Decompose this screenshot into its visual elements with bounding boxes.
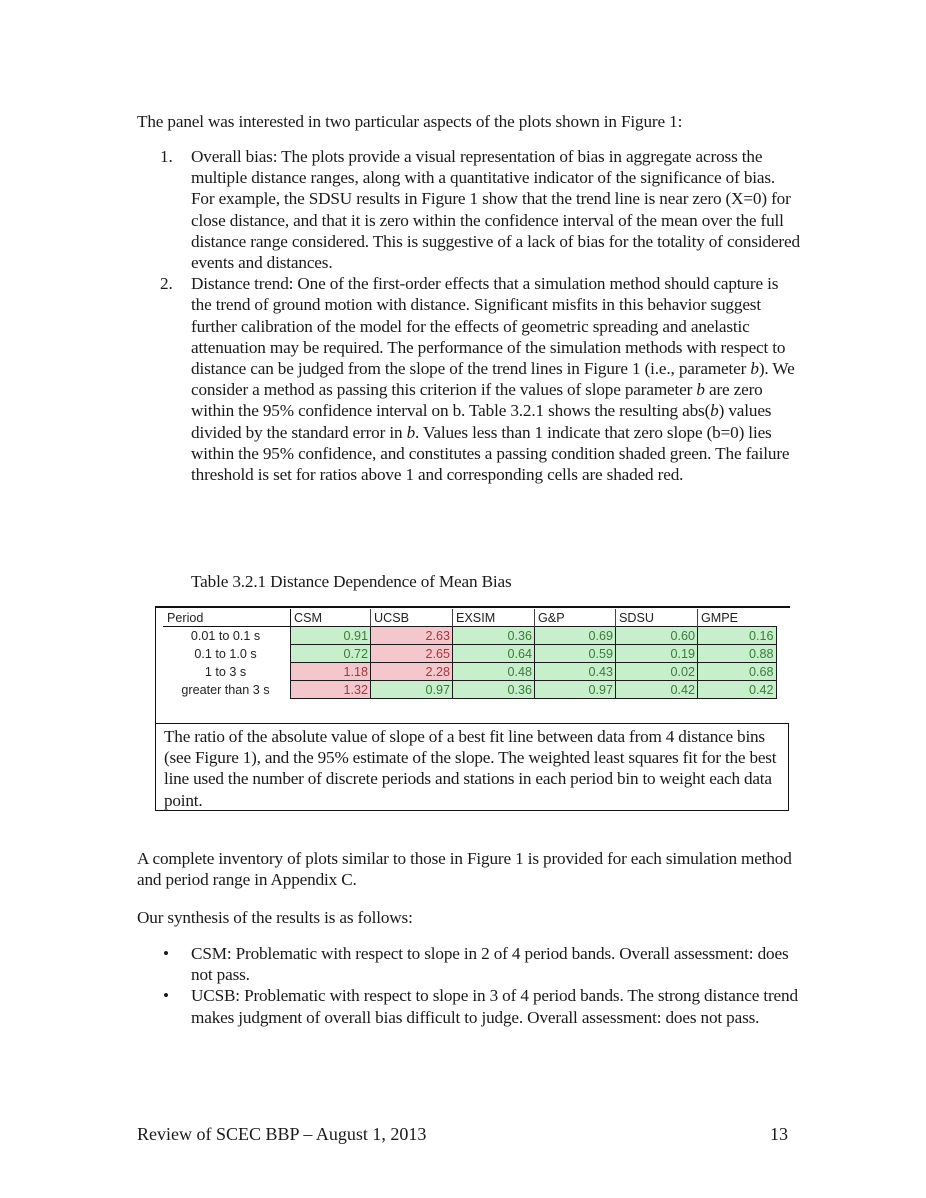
cell-ucsb: 2.28 xyxy=(371,663,453,681)
table-row xyxy=(163,681,776,699)
cell-gmpe: 0.42 xyxy=(698,681,777,699)
table-left-rule xyxy=(155,606,156,724)
period-label: 0.01 to 0.1 s xyxy=(190,628,261,643)
header-gp: G&P xyxy=(535,609,616,627)
table-note-box xyxy=(155,723,789,811)
list-item-distance-trend xyxy=(160,273,800,485)
table-top-rule xyxy=(155,606,790,608)
cell-exsim: 0.64 xyxy=(453,645,535,663)
cell-gmpe: 0.68 xyxy=(698,663,777,681)
list-item-overall-bias xyxy=(160,146,800,273)
bullet-icon: • xyxy=(163,944,169,963)
cell-csm: 0.91 xyxy=(291,627,371,645)
table-note: The ratio of the absolute value of slope of a best fit line between data from 4 distance bins (see Figure 1), and the 95% estimate of the slope. The weighted least squares fit for the best line used the number of discrete periods and stations in each period bin to weight each data point. xyxy=(164,727,777,810)
cell-csm: 1.18 xyxy=(291,663,371,681)
cell-ucsb: 2.65 xyxy=(371,645,453,663)
synthesis-list xyxy=(160,943,800,1028)
distance-bias-table xyxy=(163,609,777,699)
cell-csm: 1.32 xyxy=(291,681,371,699)
synthesis-intro: Our synthesis of the results is as follows: xyxy=(137,908,413,927)
cell-gp: 0.97 xyxy=(535,681,616,699)
cell-sdsu: 0.19 xyxy=(616,645,698,663)
header-ucsb: UCSB xyxy=(371,609,453,627)
header-exsim: EXSIM xyxy=(453,609,535,627)
bullet-icon: • xyxy=(163,986,169,1006)
header-csm: CSM xyxy=(291,609,371,627)
list-item-ucsb xyxy=(160,985,800,1027)
list-item-csm xyxy=(160,943,800,985)
cell-gp: 0.43 xyxy=(535,663,616,681)
table-row xyxy=(163,627,776,645)
intro-paragraph: The panel was interested in two particular aspects of the plots shown in Figure 1: xyxy=(137,112,683,131)
cell-exsim: 0.48 xyxy=(453,663,535,681)
list-item-text: UCSB: Problematic with respect to slope in 3 of 4 period bands. The strong distance trend makes judgment of overall bias difficult to judge. Overall assessment: does not pass. xyxy=(191,986,798,1027)
list-number: 1. xyxy=(160,147,173,166)
header-gmpe: GMPE xyxy=(698,609,777,627)
cell-sdsu: 0.60 xyxy=(616,627,698,645)
table-row xyxy=(163,663,776,681)
footer-title: Review of SCEC BBP – August 1, 2013 xyxy=(137,1124,427,1144)
cell-ucsb: 0.97 xyxy=(371,681,453,699)
table-row xyxy=(163,645,776,663)
period-label: greater than 3 s xyxy=(181,682,270,697)
cell-exsim: 0.36 xyxy=(453,627,535,645)
period-label: 0.1 to 1.0 s xyxy=(194,646,257,661)
list-number: 2. xyxy=(160,274,173,294)
list-item-text: Distance trend: One of the first-order effects that a simulation method should capture is the trend of ground motion with distance. Significant misfits in this behavior suggest further calibration of the model for the effects of geometric spreading and anelastic attenuation may be required. The performance of the simulation methods with respect to distance can be judged from the slope of the trend lines in Figure 1 (i.e., parameter b). We consider a method as passing this criterion if the values of slope parameter b are zero within the 95% confidence interval on b. Table 3.2.1 shows the resulting abs(b) values divided by the standard error in b. Values less than 1 indicate that zero slope (b=0) lies within the 95% confidence, and constitutes a passing condition shaded green. The failure threshold is set for ratios above 1 and corresponding cells are shaded red. xyxy=(191,274,795,485)
table-header-row xyxy=(163,609,776,627)
cell-gmpe: 0.88 xyxy=(698,645,777,663)
cell-csm: 0.72 xyxy=(291,645,371,663)
appendix-paragraph: A complete inventory of plots similar to those in Figure 1 is provided for each simulation method and period range in Appendix C. xyxy=(137,849,792,890)
cell-gp: 0.69 xyxy=(535,627,616,645)
cell-exsim: 0.36 xyxy=(453,681,535,699)
cell-sdsu: 0.42 xyxy=(616,681,698,699)
header-sdsu: SDSU xyxy=(616,609,698,627)
cell-gp: 0.59 xyxy=(535,645,616,663)
cell-ucsb: 2.63 xyxy=(371,627,453,645)
list-item-text: CSM: Problematic with respect to slope in 2 of 4 period bands. Overall assessment: does not pass. xyxy=(191,944,789,985)
table-caption: Table 3.2.1 Distance Dependence of Mean Bias xyxy=(191,572,512,591)
header-period: Period xyxy=(163,609,291,627)
list-item-text: Overall bias: The plots provide a visual representation of bias in aggregate across the multiple distance ranges, along with a quantitative indicator of the significance of bias. For example, the SDSU results in Figure 1 show that the trend line is near zero (X=0) for close distance, and that it is zero within the confidence interval of the mean over the full distance range considered. This is suggestive of a lack of bias for the totality of considered events and distances. xyxy=(191,147,800,273)
page-number: 13 xyxy=(770,1124,788,1144)
period-label: 1 to 3 s xyxy=(204,664,247,679)
numbered-list xyxy=(160,146,800,485)
cell-gmpe: 0.16 xyxy=(698,627,777,645)
cell-sdsu: 0.02 xyxy=(616,663,698,681)
